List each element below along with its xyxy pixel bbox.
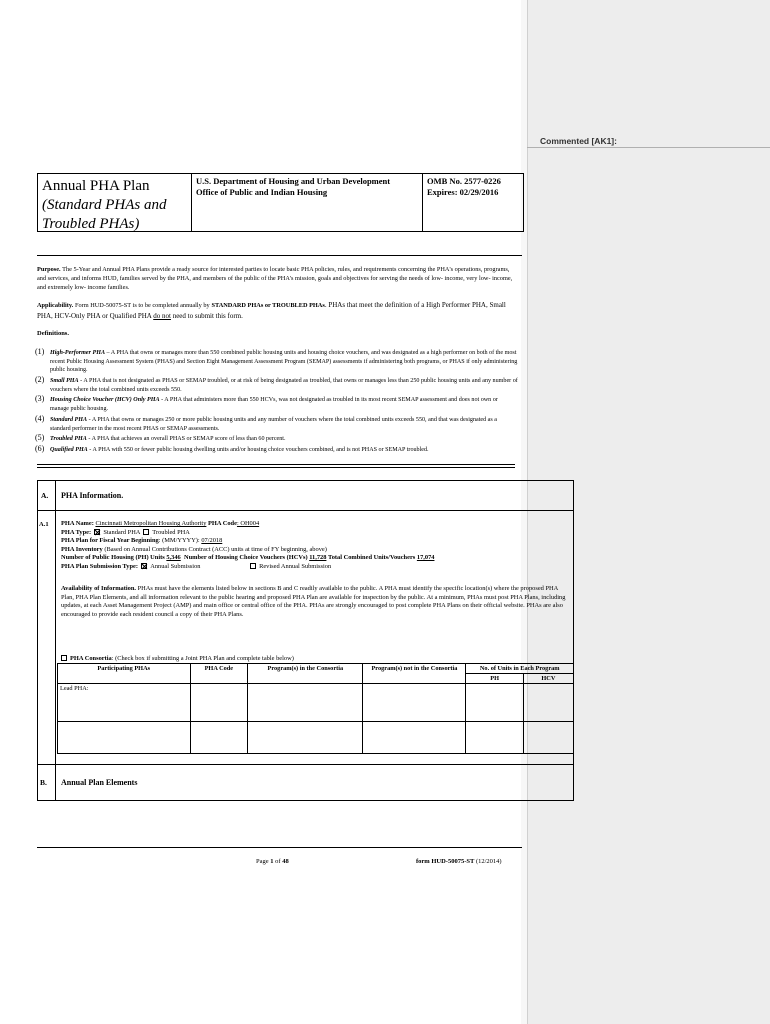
pha-details (61, 520, 566, 572)
consortia-checkbox[interactable] (61, 655, 67, 661)
revised-submission-checkbox[interactable] (250, 563, 256, 569)
pha-name-row (61, 520, 566, 529)
definition-term: Standard PHA (50, 417, 88, 423)
pha-type-row (61, 529, 566, 538)
pha-name-value[interactable]: Cincinnati Metropolitan Housing Authority (95, 520, 207, 527)
section-a1-number: A.1 (39, 521, 49, 528)
ph-units-value[interactable]: 5,346 (166, 554, 181, 562)
annual-submission-checkbox[interactable] (141, 563, 147, 569)
footer-rule (37, 847, 522, 848)
page-total: 48 (282, 858, 289, 865)
department-info (192, 174, 423, 231)
col-hcv: HCV (523, 674, 573, 684)
standard-pha-checkbox[interactable] (94, 529, 100, 535)
form-date: (12/2014) (474, 858, 502, 865)
sections-column-divider (55, 480, 56, 801)
col-participating-phas: Participating PHAs (58, 664, 191, 684)
applicability-label: Applicability. (37, 302, 74, 309)
unit-counts-row (61, 554, 566, 563)
definition-text: - A PHA that owns or manages 250 or more public housing units and any number of vouchers where the total combined units exceeds 550, and that was designated as a standard performer in the most recent PHAS or SEMAP assessments. (50, 417, 497, 432)
page-prefix: Page (256, 858, 271, 865)
col-pha-code: PHA Code (190, 664, 248, 684)
ph-units-label: Number of Public Housing (PH) Units (61, 554, 165, 562)
availability-paragraph (61, 585, 566, 619)
pha-code-value[interactable]: : OH004 (236, 520, 260, 527)
table-cell[interactable] (248, 722, 363, 754)
definitions-title: Definitions. (37, 330, 69, 337)
table-cell[interactable] (523, 722, 573, 754)
purpose-text: The 5-Year and Annual PHA Plans provide a ready source for interested parties to locate basic PHA policies, rules, and requirements concerning the PHA's operations, programs, and services, and informs HUD, families served by the PHA, and members of the public of the PHA's mission, goals and objectives for serving the needs of low- income, very low- income, and extremely low- income families. (37, 266, 513, 291)
consortia-text: : (Check box if submitting a Joint PHA Plan and complete table below) (111, 655, 294, 662)
section-separator (37, 464, 515, 468)
table-cell[interactable] (363, 722, 466, 754)
pha-type-label: PHA Type: (61, 528, 92, 536)
availability-text: PHAs must have the elements listed below in sections B and C readily available to the public. A PHA must identify the specific location(s) where the proposed PHA Plan, PHA Plan Elements, and all information relevant to the public hearing and proposed PHA Plan are available for inspection by the public. At a minimum, PHAs must post PHA Plans, including updates, at each Asset Management Project (AMP) and main office or central office of the PHA. PHAs are strongly encouraged to post complete PHA Plans on their official website. PHAs are also encouraged to provide each resident council a copy of their PHA Plans. (61, 585, 566, 618)
table-cell[interactable] (58, 722, 191, 754)
table-cell[interactable] (248, 684, 363, 722)
definition-term: Small PHA (50, 378, 79, 384)
form-title-line2: (Standard PHAs and Troubled PHAs) (42, 197, 167, 232)
table-cell[interactable] (466, 684, 523, 722)
fiscal-year-label: PHA Plan for Fiscal Year Beginning (61, 537, 159, 545)
revised-submission-label: Revised Annual Submission (259, 562, 332, 570)
form-title (38, 174, 192, 231)
definition-number: (5) (35, 433, 45, 442)
total-units-value[interactable]: 17,074 (416, 554, 435, 562)
col-units-per-program: No. of Units in Each Program (466, 664, 574, 674)
definition-text: - A PHA with 550 or fewer public housing dwelling units and/or housing choice vouchers combined, and is not PHAS or SEMAP troubled. (87, 447, 429, 453)
table-cell[interactable] (466, 722, 523, 754)
troubled-pha-label: Troubled PHA (152, 528, 190, 536)
page-number (256, 858, 289, 865)
troubled-pha-checkbox[interactable] (143, 529, 149, 535)
form-name: form HUD-50075-ST (416, 858, 475, 865)
comment-divider (527, 147, 770, 148)
section-a-header-rule (37, 510, 574, 511)
fiscal-year-format: : (MM/YYYY): (158, 537, 200, 545)
department-name: U.S. Department of Housing and Urban Development (196, 176, 391, 186)
pha-code-label: PHA Code (208, 520, 237, 527)
omb-info (423, 174, 523, 231)
table-cell[interactable] (523, 684, 573, 722)
section-b-title: Annual Plan Elements (61, 778, 138, 787)
definition-text: – A PHA that owns or manages more than 550 combined public housing units and housing choice vouchers, and was designated as a high performer on both of the most recent Public Housing Assessment System (PHAS) and Section Eight Management Assessment Program (SEMAP) assessments if administering both programs, or PHAS if only administering public housing. (50, 350, 518, 373)
table-row (58, 684, 574, 722)
consortia-table (57, 663, 574, 754)
pha-name-label: PHA Name: (61, 520, 94, 527)
table-cell[interactable] (190, 722, 248, 754)
applicability-text-a: Form HUD-50075-ST is to be completed annually by (74, 302, 210, 309)
submission-type-label: PHA Plan Submission Type: (61, 562, 139, 570)
form-title-line1: Annual PHA Plan (42, 178, 150, 194)
applicability-emph: STANDARD PHAs or TROUBLED PHAs (211, 302, 325, 309)
definition-number: (3) (35, 394, 45, 403)
definition-number: (6) (35, 444, 45, 453)
purpose-label: Purpose. (37, 266, 61, 273)
col-programs-in: Program(s) in the Consortia (248, 664, 363, 684)
page-of: of (273, 858, 283, 865)
definition-text: - A PHA that administers more than 550 HCVs, was not designated as troubled in its most recent SEMAP assessment and does not own or manage public housing. (50, 397, 498, 412)
inventory-text: (Based on Annual Contributions Contract (ACC) units at time of FY beginning, above) (104, 545, 327, 553)
annual-submission-label: Annual Submission (150, 562, 201, 570)
section-a-title: PHA Information. (61, 491, 124, 500)
consortia-label: PHA Consortia (70, 655, 112, 662)
form-id (416, 858, 502, 865)
definition-number: (2) (35, 375, 45, 384)
applicability-text-c: need to submit this form. (172, 312, 243, 320)
standard-pha-label: Standard PHA (103, 528, 141, 536)
inventory-label: PHA Inventory (61, 545, 103, 553)
lead-pha-label: Lead PHA: (60, 685, 89, 692)
inventory-row (61, 546, 566, 555)
omb-expires: Expires: 02/29/2016 (427, 187, 499, 197)
fiscal-year-row (61, 537, 566, 546)
section-b-rule (37, 764, 574, 765)
table-row (58, 722, 574, 754)
availability-label: Availability of Information. (61, 585, 136, 592)
applicability-do-not: do not (153, 312, 171, 320)
office-name: Office of Public and Indian Housing (196, 187, 328, 197)
definition-term: Troubled PHA (50, 436, 87, 442)
definition-term: Qualified PHA (50, 447, 88, 453)
applicability-paragraph (37, 300, 517, 321)
table-cell[interactable] (363, 684, 466, 722)
fiscal-year-value[interactable]: 07/2018 (201, 537, 223, 545)
definition-term: Housing Choice Voucher (HCV) Only PHA (50, 397, 160, 403)
section-b-letter: B. (40, 778, 47, 787)
definition-text: - A PHA that is not designated as PHAS or SEMAP troubled, or at risk of being designated as troubled, that owns or manages less than 250 public housing units and any number of vouchers where the total combined units exceeds 550. (50, 378, 518, 393)
definition-number: (4) (35, 414, 45, 423)
form-header (37, 173, 524, 232)
hcv-label: Number of Housing Choice Vouchers (HCVs) (183, 554, 308, 562)
applicability-text-b: . PHAs that meet the definition of a High Performer PHA, Small PHA, HCV-Only PHA or Qualified PHA (37, 301, 506, 320)
section-a-letter: A. (41, 491, 49, 500)
total-units-label: Total Combined Units/Vouchers (328, 554, 416, 562)
col-ph: PH (466, 674, 523, 684)
submission-type-row (61, 563, 566, 572)
purpose-paragraph (37, 265, 517, 292)
header-rule (37, 255, 522, 256)
lead-pha-cell[interactable] (58, 684, 191, 722)
comment-label[interactable]: Commented [AK1]: (540, 136, 617, 146)
page-current: 1 (270, 858, 274, 865)
definition-text: - A PHA that achieves an overall PHAS or SEMAP score of less than 60 percent. (86, 436, 286, 442)
definition-term: High-Performer PHA (50, 350, 106, 356)
omb-number: OMB No. 2577-0226 (427, 176, 501, 186)
col-programs-not-in: Program(s) not in the Consortia (363, 664, 466, 684)
table-cell[interactable] (190, 684, 248, 722)
definition-number: (1) (35, 347, 45, 356)
hcv-value[interactable]: 11,728 (309, 554, 327, 562)
